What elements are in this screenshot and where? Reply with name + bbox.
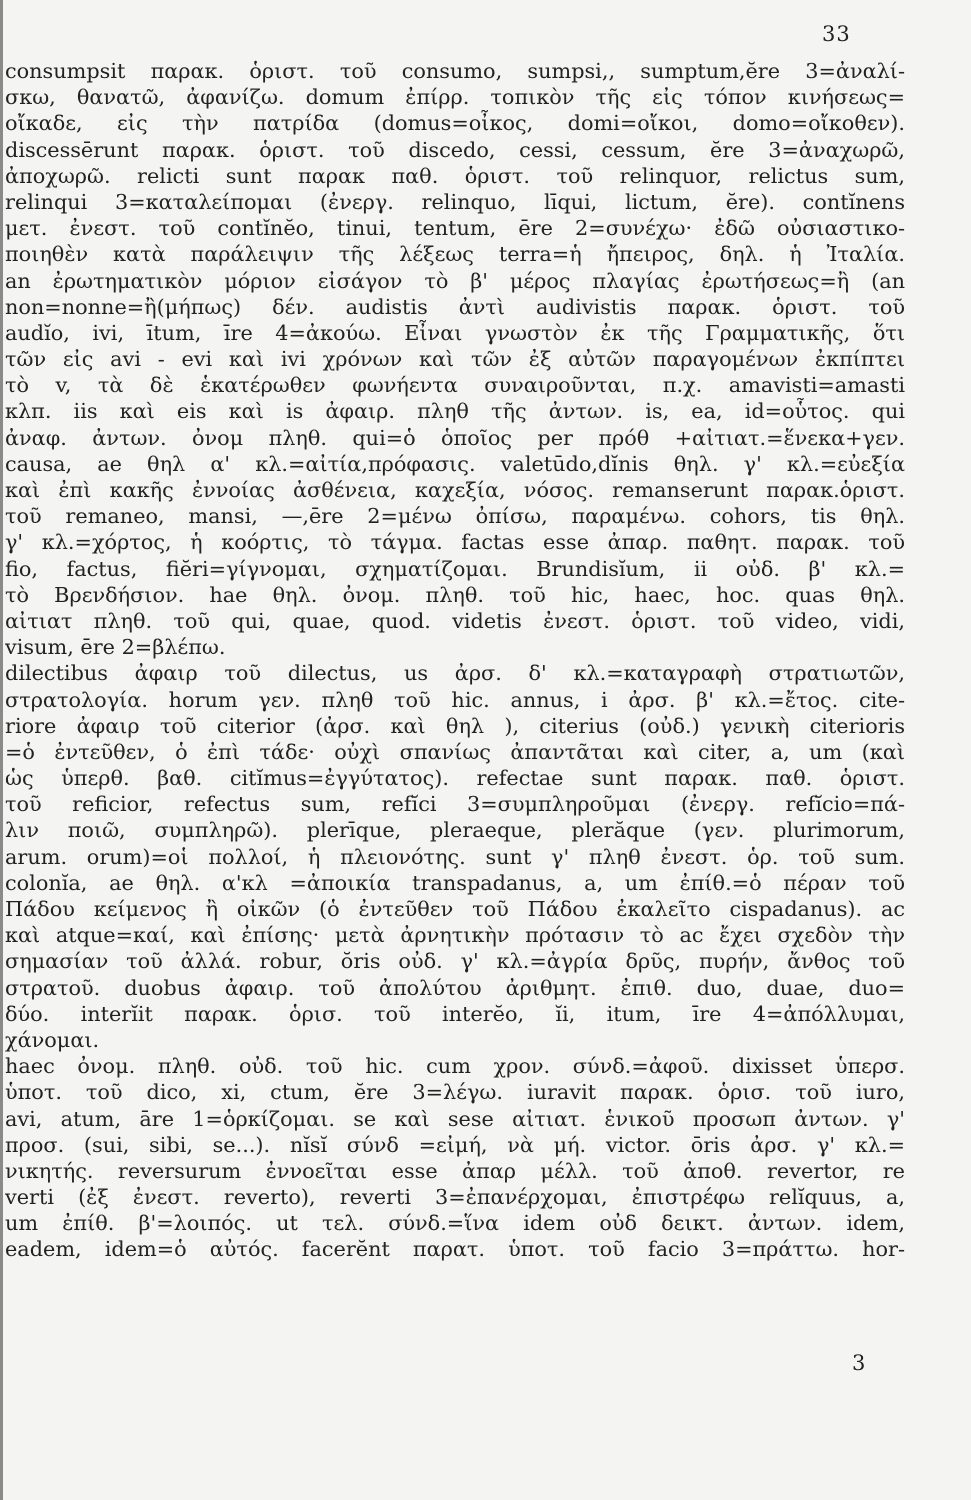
text-line: καὶ atque=καί, καὶ ἐπίσης· μετὰ ἀρνητικὴν πρότασιν τὸ ac ἔχει σχεδὸν τὴν	[5, 923, 905, 948]
text-line: λιν ποιῶ, συμπληρῶ). plerīque, pleraeque, plerăque (γεν. plurimorum,	[5, 818, 905, 843]
page-binding-edge	[0, 0, 3, 1500]
text-line: non=nonne=ἢ(μήπως) δέν. audistis ἀντὶ audivistis παρακ. ὁριστ. τοῦ	[5, 294, 905, 319]
text-line: τῶν εἰς avi - evi καὶ ivi χρόνων καὶ τῶν ἐξ αὐτῶν παραγομένων ἐκπίπτει	[5, 347, 905, 372]
text-line: σκω, θανατῶ, ἀφανίζω. domum ἐπίρρ. τοπικὸν τῆς εἰς τόπον κινήσεως=	[5, 85, 905, 110]
text-line: στρατοῦ. duobus ἀφαιρ. τοῦ ἀπολύτου ἀριθμητ. ἐπιθ. duo, duae, duo=	[5, 975, 905, 1000]
text-line: colonĭa, ae θηλ. α'κλ =ἀποικία transpadanus, a, um ἐπίθ.=ὁ πέραν τοῦ	[5, 870, 905, 895]
text-line: visum, ēre 2=βλέπω.	[5, 635, 226, 660]
text-line: τοῦ reficior, refectus sum, refĭci 3=συμπληροῦμαι (ἐνεργ. refĭcio=πά-	[5, 792, 905, 817]
text-line: consumpsit παρακ. ὁριστ. τοῦ consumo, sumpsi,, sumptum,ĕre 3=ἀναλί-	[5, 59, 905, 83]
text-line: causa, ae θηλ α' κλ.=αἰτία,πρόφασις. valetūdo,dĭnis θηλ. γ' κλ.=εὐεξία	[5, 451, 905, 476]
text-line: fio, factus, fiĕri=γίγνομαι, σχηματίζομαι. Brundisĭum, ii οὐδ. β' κλ.=	[5, 556, 905, 581]
text-line: προσ. (sui, sibi, se...). nĭsĭ σύνδ =εἰμή, νὰ μή. victor. ōris ἀρσ. γ' κλ.=	[5, 1132, 905, 1157]
text-line: eadem, idem=ὁ αὐτός. facerĕnt παρατ. ὑποτ. τοῦ facio 3=πράττω. hor-	[5, 1237, 905, 1262]
text-line: ποιηθὲν κατὰ παράλειψιν τῆς λέξεως terra=ἡ ἤπειρος, δηλ. ἡ Ἰταλία.	[5, 242, 905, 267]
text-line: γ' κλ.=χόρτος, ἡ κοόρτις, τὸ τάγμα. factas esse ἀπαρ. παθητ. παρακ. τοῦ	[5, 530, 905, 555]
text-line: discessērunt παρακ. ὁριστ. τοῦ discedo, cessi, cessum, ĕre 3=ἀναχωρῶ,	[5, 137, 905, 162]
text-line: ὑποτ. τοῦ dico, xi, ctum, ĕre 3=λέγω. iuravit παρακ. ὁρισ. τοῦ iuro,	[5, 1080, 905, 1105]
text-line: νικητής. reversurum ἐννοεῖται esse ἀπαρ μέλλ. τοῦ ἀποθ. revertor, re	[5, 1158, 905, 1183]
text-line: riore ἀφαιρ τοῦ citerior (ἀρσ. καὶ θηλ ), citerius (οὐδ.) γενικὴ citerioris	[5, 713, 905, 738]
text-line: ἀποχωρῶ. relicti sunt παρακ παθ. ὁριστ. τοῦ relinquor, relictus sum,	[5, 163, 905, 188]
text-line: avi, atum, āre 1=ὁρκίζομαι. se καὶ sese αἰτιατ. ἑνικοῦ προσωπ ἀντων. γ'	[5, 1106, 905, 1131]
text-line: ὡς ὑπερθ. βαθ. citĭmus=ἐγγύτατος). refectae sunt παρακ. παθ. ὁριστ.	[5, 766, 905, 791]
text-line: οἴκαδε, εἰς τὴν πατρίδα (domus=οἶκος, domi=οἴκοι, domo=οἴκοθεν).	[5, 111, 905, 136]
text-line: ἀναφ. ἀντων. ὀνομ πληθ. qui=ὁ ὁποῖος per πρόθ +αἰτιατ.=ἕνεκα+γεν.	[5, 425, 905, 450]
text-line: χάνομαι.	[5, 1027, 100, 1052]
text-line: μετ. ἐνεστ. τοῦ contĭnĕo, tinui, tentum, ēre 2=συνέχω· ἐδῶ οὐσιαστικο-	[5, 216, 905, 241]
glossary-text	[5, 58, 905, 1263]
text-line: αἰτιατ πληθ. τοῦ qui, quae, quod. videtis ἐνεστ. ὁριστ. τοῦ video, vidi,	[5, 608, 905, 633]
text-line: Πάδου κείμενος ἢ οἰκῶν (ὁ ἐντεῦθεν τοῦ Πάδου ἐκαλεῖτο cispadanus). ac	[5, 897, 905, 921]
text-line: um ἐπίθ. β'=λοιπός. ut τελ. σύνδ.=ἵνα idem οὐδ δεικτ. ἀντων. idem,	[5, 1211, 905, 1236]
signature-mark: 3	[852, 1351, 866, 1375]
text-line: τὸ Βρενδήσιον. hae θηλ. ὀνομ. πληθ. τοῦ hic, haec, hoc. quas θηλ.	[5, 582, 905, 607]
text-line: =ὁ ἐντεῦθεν, ὁ ἐπὶ τάδε· οὐχὶ σπανίως ἀπαντᾶται καὶ citer, a, um (καὶ	[5, 739, 905, 764]
page-number: 33	[822, 22, 851, 46]
text-line: σημασίαν τοῦ ἀλλά. robur, ŏris οὐδ. γ' κλ.=ἀγρία δρῦς, πυρήν, ἄνθος τοῦ	[5, 949, 905, 974]
text-line: στρατολογία. horum γεν. πληθ τοῦ hic. annus, i ἀρσ. β' κλ.=ἔτος. cite-	[5, 687, 905, 712]
text-line: haec ὀνομ. πληθ. οὐδ. τοῦ hic. cum χρον. σύνδ.=ἀφοῦ. dixisset ὑπερσ.	[5, 1054, 905, 1079]
text-line: dilectibus ἀφαιρ τοῦ dilectus, us ἀρσ. δ' κλ.=καταγραφὴ στρατιωτῶν,	[5, 661, 905, 686]
text-line: τοῦ remaneo, mansi, —,ēre 2=μένω ὀπίσω, παραμένω. cohors, tis θηλ.	[5, 504, 905, 529]
text-line: verti (ἐξ ἐνεστ. reverto), reverti 3=ἐπανέρχομαι, ἐπιστρέφω relĭquus, a,	[5, 1185, 905, 1210]
text-line: τὸ v, τὰ δὲ ἑκατέρωθεν φωνήεντα συναιροῦνται, π.χ. amavisti=amasti	[5, 373, 905, 398]
text-line: relinqui 3=καταλείπομαι (ἐνεργ. relinquo, līqui, lictum, ĕre). contĭnens	[5, 189, 905, 214]
text-line: καὶ ἐπὶ κακῆς ἐννοίας ἀσθένεια, καχεξία, νόσος. remanserunt παρακ.ὁριστ.	[5, 478, 905, 502]
text-line: arum. orum)=οἱ πολλοί, ἡ πλειονότης. sunt γ' πληθ ἐνεστ. ὁρ. τοῦ sum.	[5, 844, 905, 869]
text-line: δύο. interĭit παρακ. ὁρισ. τοῦ interĕo, ĭi, itum, īre 4=ἀπόλλυμαι,	[5, 1001, 905, 1026]
text-line: an ἐρωτηματικὸν μόριον εἰσάγον τὸ β' μέρος πλαγίας ἐρωτήσεως=ἢ (an	[5, 268, 905, 293]
text-line: audĭo, ivi, ītum, īre 4=ἀκούω. Εἶναι γνωστὸν ἐκ τῆς Γραμματικῆς, ὅτι	[5, 320, 905, 345]
text-line: κλπ. iis καὶ eis καὶ is ἀφαιρ. πληθ τῆς ἀντων. is, ea, id=οὗτος. qui	[5, 399, 905, 424]
